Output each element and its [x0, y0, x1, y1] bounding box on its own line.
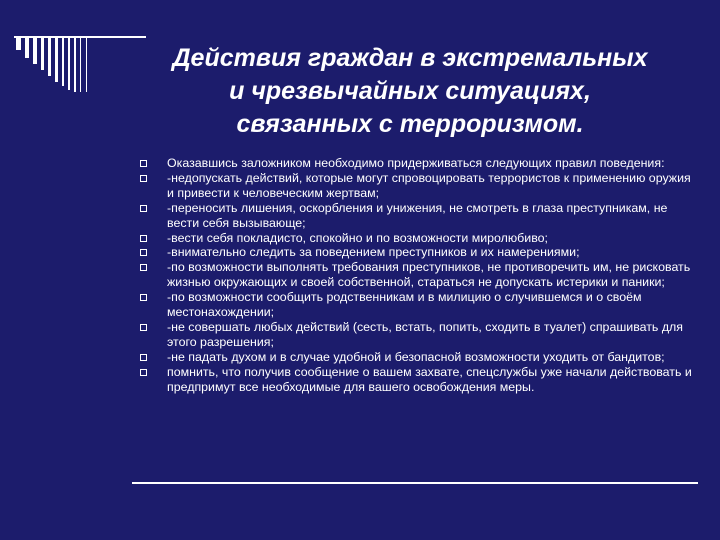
- list-item: [140, 350, 700, 365]
- list-item: [140, 156, 700, 171]
- slide-title: [140, 42, 680, 141]
- bottom-divider: [132, 482, 698, 484]
- list-item-text: -не совершать любых действий (сесть, встать, попить, сходить в туалет) спрашивать для этого разрешения;: [167, 319, 683, 349]
- square-bullet-icon: [140, 354, 147, 361]
- list-item-text: -по возможности сообщить родственникам и в милицию о случившемся и о своём местонахождении;: [167, 290, 642, 320]
- decorative-bars: [14, 36, 146, 92]
- square-bullet-icon: [140, 264, 147, 271]
- list-item-text: -недопускать действий, которые могут спровоцировать террористов к применению оружия и привести к человеческим жертвам;: [167, 170, 691, 200]
- list-item: [140, 290, 700, 320]
- square-bullet-icon: [140, 249, 147, 256]
- slide-title-line: Действия граждан в экстремальных: [172, 44, 648, 72]
- square-bullet-icon: [140, 160, 147, 167]
- list-item-text: Оказавшись заложником необходимо придерживаться следующих правил поведения:: [167, 156, 665, 170]
- slide-title-line: связанных с терроризмом.: [236, 110, 584, 138]
- list-item-text: -по возможности выполнять требования преступников, не противоречить им, не рисковать жизнью окружающих и своей собственной, стараться не допускать истерики и паники;: [167, 260, 691, 290]
- list-item: [140, 171, 700, 201]
- list-item-text: -внимательно следить за поведением преступников и их намерениями;: [167, 245, 580, 260]
- list-item: [140, 365, 700, 395]
- list-item: [140, 245, 700, 260]
- square-bullet-icon: [140, 235, 147, 242]
- square-bullet-icon: [140, 324, 147, 331]
- square-bullet-icon: [140, 294, 147, 301]
- bullet-list: [140, 156, 700, 395]
- list-item: [140, 260, 700, 290]
- slide-title-line: и чрезвычайных ситуациях,: [229, 77, 591, 105]
- square-bullet-icon: [140, 175, 147, 182]
- list-item-text: помнить, что получив сообщение о вашем захвате, спецслужбы уже начали действовать и предпримут все необходимые для вашего освобождения меры.: [167, 364, 692, 394]
- square-bullet-icon: [140, 369, 147, 376]
- list-item: [140, 231, 700, 246]
- list-item-text: -вести себя покладисто, спокойно и по возможности миролюбиво;: [167, 230, 548, 245]
- list-item: [140, 201, 700, 231]
- list-item: [140, 320, 700, 350]
- square-bullet-icon: [140, 205, 147, 212]
- list-item-text: -переносить лишения, оскорбления и унижения, не смотреть в глаза преступникам, не вести себя вызывающе;: [167, 200, 668, 230]
- list-item-text: -не падать духом и в случае удобной и безопасной возможности уходить от бандитов;: [167, 349, 665, 364]
